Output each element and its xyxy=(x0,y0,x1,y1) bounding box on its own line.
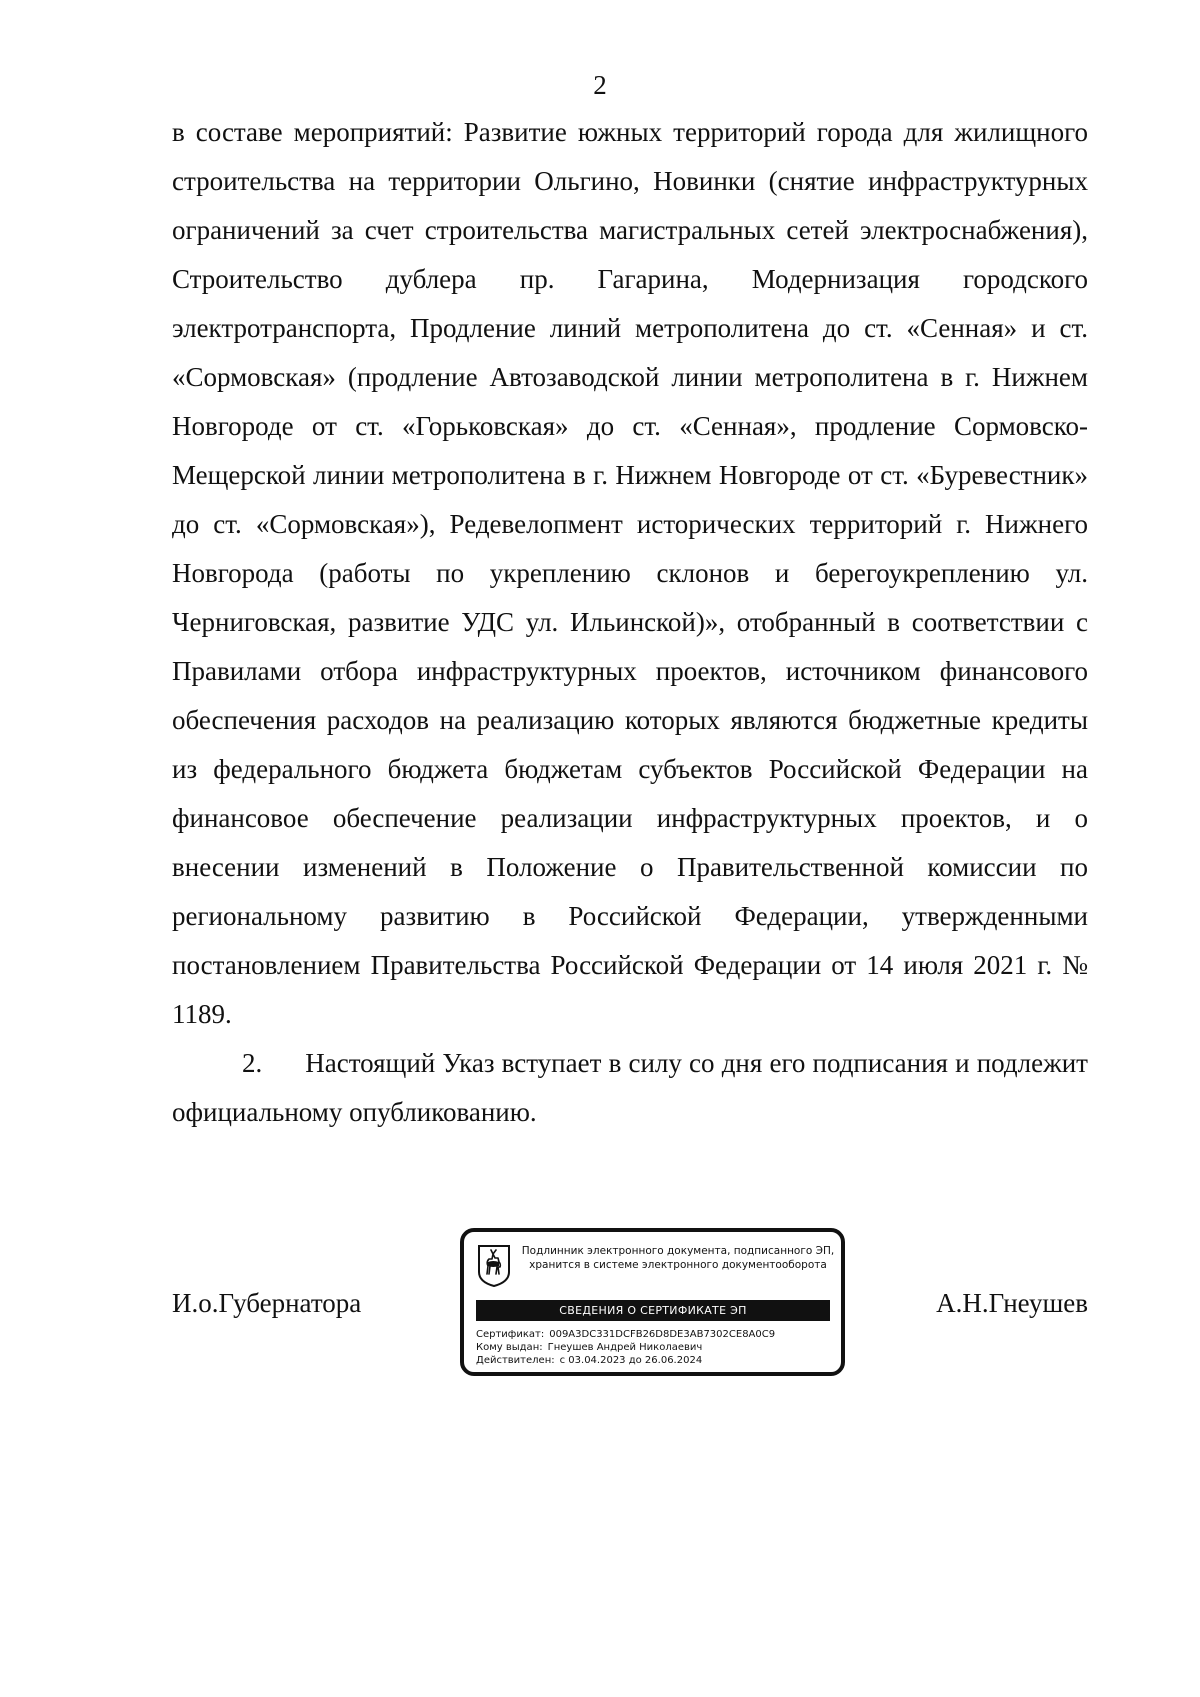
signatory-title: И.о.Губернатора xyxy=(172,1288,362,1318)
issued-to-row xyxy=(476,1341,836,1354)
page-number: 2 xyxy=(593,70,607,100)
stamp-header xyxy=(518,1244,838,1272)
validity-row xyxy=(476,1354,836,1367)
validity-label: Действителен: xyxy=(476,1355,555,1366)
stamp-header-line-2: хранится в системе электронного документооборота xyxy=(529,1259,827,1271)
stamp-certificate-bar: СВЕДЕНИЯ О СЕРТИФИКАТЕ ЭП xyxy=(476,1300,830,1321)
stamp-details xyxy=(476,1328,836,1367)
certificate-label: Сертификат: xyxy=(476,1329,545,1340)
body-paragraph-1: в составе мероприятий: Развитие южных территорий города для жилищного строительства на территории Ольгино, Новинки (снятие инфраструктурных ограничений за счет строительства магистральных сетей электроснабжения), Строительство дублера пр. Гагарина, Модернизация городского электротранспорта, Продление линий метрополитена до ст. «Сенная» и ст. «Сормовская» (продление Автозаводской линии метрополитена в г. Нижнем Новгороде от ст. «Горьковская» до ст. «Сенная», продление Сормовско-Мещерской линии метрополитена в г. Нижнем Новгороде от ст. «Буревестник» до ст. «Сормовская»), Редевелопмент исторических территорий г. Нижнего Новгорода (работы по укреплению склонов и берегоукреплению ул. Черниговская, развитие УДС ул. Ильинской)», отобранный в соответствии с Правилами отбора инфраструктурных проектов, источником финансового обеспечения расходов на реализацию которых являются бюджетные кредиты из федерального бюджета бюджетам субъектов Российской Федерации на финансовое обеспечение реализации инфраструктурных проектов, и о внесении изменений в Положение о Правительственной комиссии по региональному развитию в Российской Федерации, утвержденными постановлением Правительства Российской Федерации от 14 июля 2021 г. № 1189. xyxy=(172,117,1088,1029)
signatory-name: А.Н.Гнеушев xyxy=(936,1288,1088,1318)
validity-value: с 03.04.2023 до 26.06.2024 xyxy=(559,1355,703,1366)
stamp-header-line-1: Подлинник электронного документа, подписанного ЭП, xyxy=(521,1245,835,1257)
certificate-row xyxy=(476,1328,836,1341)
deer-coat-of-arms-icon xyxy=(476,1244,512,1288)
electronic-signature-stamp xyxy=(460,1228,845,1376)
body-paragraph-2: 2. Настоящий Указ вступает в силу со дня его подписания и подлежит официальному опубликованию. xyxy=(172,1048,1088,1127)
issued-to-label: Кому выдан: xyxy=(476,1342,543,1353)
document-body xyxy=(172,108,1088,1137)
issued-to-value: Гнеушев Андрей Николаевич xyxy=(547,1342,703,1353)
certificate-value: 009A3DC331DCFB26D8DE3AB7302CE8A0C9 xyxy=(549,1329,776,1340)
